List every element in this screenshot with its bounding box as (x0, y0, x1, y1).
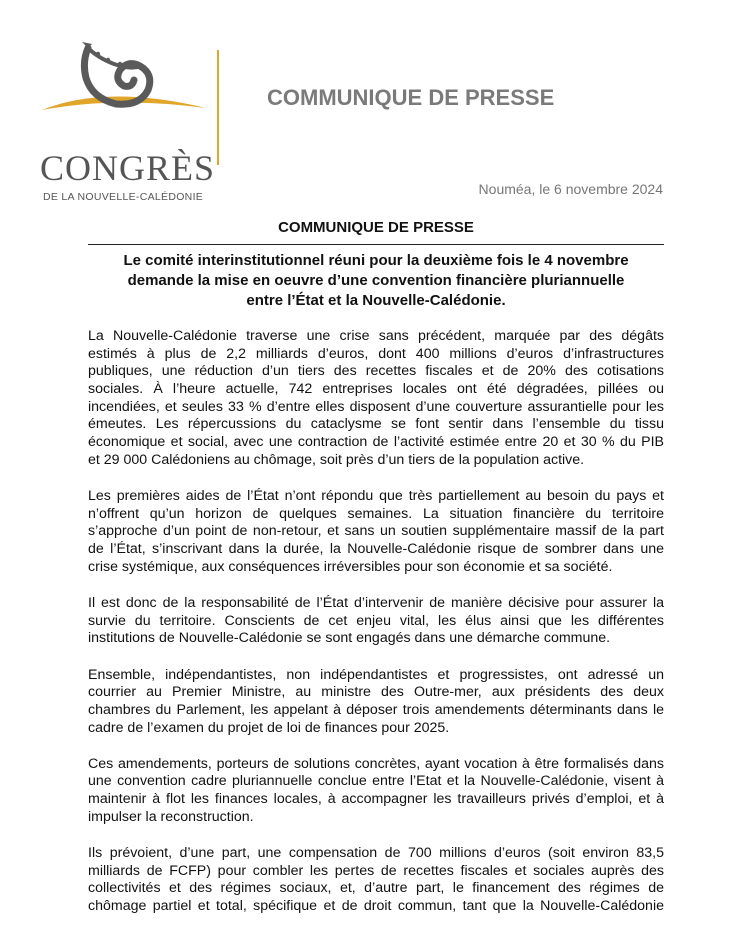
text-line: estimés à plus de 2,2 milliards d’euros, dont 400 millions d’euros d’infrastructures (88, 345, 664, 362)
text-line: publiques, une réduction d’un tiers des recettes fiscales et de 20% des cotisations (88, 363, 664, 380)
text-line: incendiées, et seules 33 % d’entre elles disposent d’une couverture assurantielle pour les (88, 398, 664, 415)
text-line: Les premières aides de l’État n’ont répondu que très partiellement au besoin du pays et (88, 488, 664, 504)
text-line: une convention cadre pluriannuelle conclue entre l’Etat et la Nouvelle-Calédonie, visent à (88, 773, 664, 790)
text-line: cadre de l’examen du projet de loi de finances pour 2025. (88, 719, 450, 736)
text-line: de l’État, s’inscrivant dans la durée, la Nouvelle-Calédonie risque de sombrer dans une (88, 541, 664, 558)
body-text (88, 328, 664, 934)
paragraph (88, 845, 664, 916)
text-line: n’offrent qu’un horizon de quelques semaines. La situation financière du territoire (88, 505, 664, 522)
text-line: maintenir à flot les finances locales, à accompagner les travailleurs privés d’emploi, et à (88, 791, 664, 808)
text-line: crise systémique, aux conséquences irréversibles pour son économie et sa société. (88, 558, 613, 575)
logo-subtitle: DE LA NOUVELLE-CALÉDONIE (43, 191, 204, 203)
text-line: sociales. À l’heure actuelle, 742 entreprises locales ont été dégradées, pillées ou (88, 381, 664, 398)
paragraph (88, 488, 664, 576)
text-line: institutions de Nouvelle-Calédonie se sont engagés dans une démarche commune. (88, 630, 611, 647)
text-line: La Nouvelle-Calédonie traverse une crise sans précédent, marquée par des dégâts (88, 328, 664, 344)
text-line: chômage partiel et total, spécifique et de droit commun, tant que la Nouvelle-Calédonie (88, 898, 664, 915)
text-line: impulser la reconstruction. (88, 808, 254, 825)
text-line: collectivités et des régimes sociaux, et, d’autre part, le financement des régimes de (88, 880, 664, 897)
text-line: s’approche d’un point de non-retour, et sans un soutien supplémentaire massif de la part (88, 523, 664, 540)
headline (80, 251, 672, 311)
paragraph (88, 667, 664, 738)
text-line: chambres du Parlement, les appelant à déposer trois amendements déterminants dans le (88, 701, 664, 718)
headline-line: demande la mise en oeuvre d’une convention financière pluriannuelle (127, 272, 625, 289)
text-line: courrier au Premier Ministre, au ministre des Outre-mer, aux présidents des deux (88, 684, 664, 701)
text-line: et 29 000 Calédoniens au chômage, soit près d’un tiers de la population active. (88, 451, 585, 468)
congres-logo (36, 40, 218, 203)
headline-line: Le comité interinstitutionnel réuni pour la deuxième fois le 4 novembre (123, 252, 629, 269)
headline-line: entre l’État et la Nouvelle-Calédonie. (246, 292, 506, 309)
text-line: économique et social, avec une contraction de l’activité estimée entre 20 et 30 % du PIB (88, 434, 664, 451)
document-date: Nouméa, le 6 novembre 2024 (478, 181, 663, 197)
text-line: Ils prévoient, d’une part, une compensation de 700 millions d’euros (soit environ 83,5 (88, 845, 664, 861)
paragraph (88, 595, 664, 648)
text-line: survie du territoire. Conscients de cet enjeu vital, les élus ainsi que les différentes (88, 612, 664, 629)
logo-wordmark: CONGRÈS (40, 148, 216, 188)
header-title: COMMUNIQUE DE PRESSE (267, 85, 555, 110)
text-line: milliards de FCFP) pour combler les pertes de recettes fiscales et sociales auprès des (88, 862, 664, 879)
text-line: Ces amendements, porteurs de solutions concrètes, ayant vocation à être formalisés dans (88, 755, 664, 772)
text-line: émeutes. Les répercussions du cataclysme se font sentir dans l’ensemble du tissu (88, 416, 664, 433)
header-divider (217, 50, 219, 165)
nautilus-shell-icon (36, 40, 218, 120)
document-title: COMMUNIQUE DE PRESSE (278, 219, 474, 236)
text-line: Il est donc de la responsabilité de l’État d’intervenir de manière décisive pour assurer la (88, 594, 664, 611)
paragraph (88, 756, 664, 827)
title-underline (88, 244, 664, 245)
text-line: Ensemble, indépendantistes, non indépendantistes et progressistes, ont adressé un (88, 666, 664, 683)
paragraph (88, 328, 664, 470)
